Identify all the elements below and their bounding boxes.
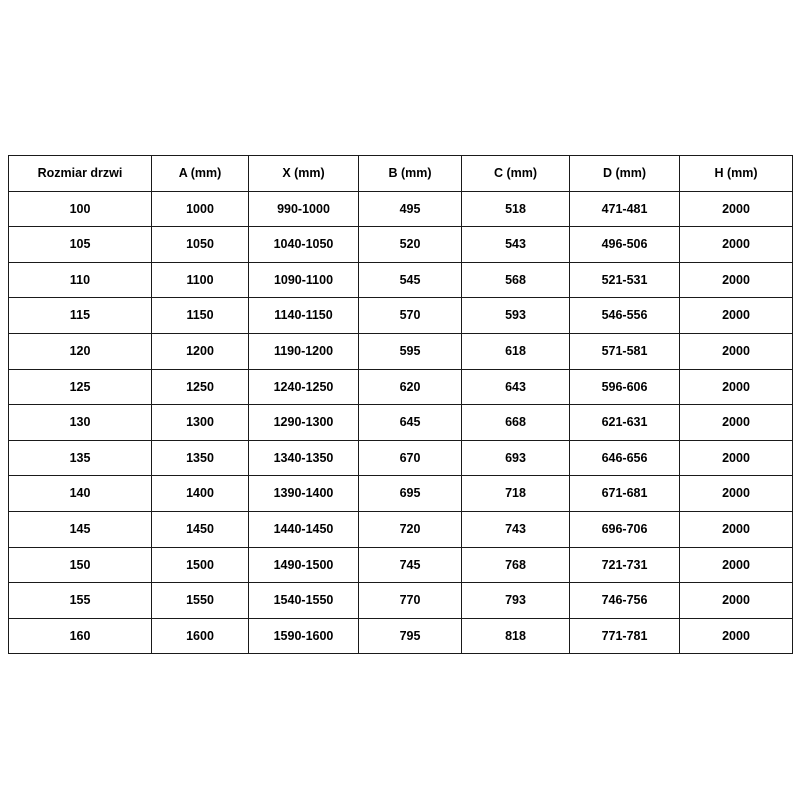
cell-c: 593 xyxy=(462,298,570,334)
cell-h: 2000 xyxy=(680,262,793,298)
cell-h: 2000 xyxy=(680,369,793,405)
cell-x: 1240-1250 xyxy=(249,369,359,405)
table-row xyxy=(9,333,793,369)
cell-door-size: 115 xyxy=(9,298,152,334)
column-header-door-size: Rozmiar drzwi xyxy=(9,156,152,192)
cell-door-size: 140 xyxy=(9,476,152,512)
cell-d: 771-781 xyxy=(570,618,680,654)
table-row xyxy=(9,583,793,619)
cell-h: 2000 xyxy=(680,191,793,227)
table-row xyxy=(9,262,793,298)
cell-a: 1350 xyxy=(152,440,249,476)
cell-d: 671-681 xyxy=(570,476,680,512)
cell-b: 695 xyxy=(359,476,462,512)
cell-a: 1200 xyxy=(152,333,249,369)
cell-c: 618 xyxy=(462,333,570,369)
cell-h: 2000 xyxy=(680,405,793,441)
table-row xyxy=(9,440,793,476)
cell-x: 990-1000 xyxy=(249,191,359,227)
cell-a: 1100 xyxy=(152,262,249,298)
cell-door-size: 160 xyxy=(9,618,152,654)
cell-x: 1440-1450 xyxy=(249,511,359,547)
cell-a: 1600 xyxy=(152,618,249,654)
cell-door-size: 120 xyxy=(9,333,152,369)
cell-door-size: 135 xyxy=(9,440,152,476)
cell-b: 670 xyxy=(359,440,462,476)
cell-a: 1050 xyxy=(152,227,249,263)
cell-x: 1040-1050 xyxy=(249,227,359,263)
cell-c: 818 xyxy=(462,618,570,654)
cell-a: 1300 xyxy=(152,405,249,441)
table-row xyxy=(9,227,793,263)
table-row xyxy=(9,298,793,334)
cell-c: 693 xyxy=(462,440,570,476)
column-header-h: H (mm) xyxy=(680,156,793,192)
specification-table-container xyxy=(8,155,792,654)
cell-x: 1340-1350 xyxy=(249,440,359,476)
cell-a: 1500 xyxy=(152,547,249,583)
cell-b: 770 xyxy=(359,583,462,619)
cell-h: 2000 xyxy=(680,547,793,583)
cell-d: 696-706 xyxy=(570,511,680,547)
cell-c: 668 xyxy=(462,405,570,441)
cell-b: 570 xyxy=(359,298,462,334)
table-row xyxy=(9,511,793,547)
cell-d: 471-481 xyxy=(570,191,680,227)
cell-door-size: 105 xyxy=(9,227,152,263)
specification-table xyxy=(8,155,793,654)
cell-x: 1540-1550 xyxy=(249,583,359,619)
table-row xyxy=(9,191,793,227)
cell-c: 793 xyxy=(462,583,570,619)
column-header-a: A (mm) xyxy=(152,156,249,192)
cell-h: 2000 xyxy=(680,583,793,619)
cell-a: 1250 xyxy=(152,369,249,405)
table-row xyxy=(9,547,793,583)
cell-c: 718 xyxy=(462,476,570,512)
cell-d: 596-606 xyxy=(570,369,680,405)
cell-d: 721-731 xyxy=(570,547,680,583)
cell-b: 645 xyxy=(359,405,462,441)
cell-d: 546-556 xyxy=(570,298,680,334)
cell-a: 1450 xyxy=(152,511,249,547)
cell-door-size: 100 xyxy=(9,191,152,227)
cell-a: 1150 xyxy=(152,298,249,334)
cell-door-size: 110 xyxy=(9,262,152,298)
cell-h: 2000 xyxy=(680,227,793,263)
cell-x: 1590-1600 xyxy=(249,618,359,654)
cell-c: 743 xyxy=(462,511,570,547)
cell-h: 2000 xyxy=(680,333,793,369)
cell-x: 1140-1150 xyxy=(249,298,359,334)
cell-d: 621-631 xyxy=(570,405,680,441)
cell-b: 545 xyxy=(359,262,462,298)
column-header-c: C (mm) xyxy=(462,156,570,192)
cell-x: 1090-1100 xyxy=(249,262,359,298)
cell-d: 571-581 xyxy=(570,333,680,369)
cell-d: 746-756 xyxy=(570,583,680,619)
cell-d: 646-656 xyxy=(570,440,680,476)
cell-b: 745 xyxy=(359,547,462,583)
cell-b: 720 xyxy=(359,511,462,547)
cell-b: 595 xyxy=(359,333,462,369)
cell-x: 1290-1300 xyxy=(249,405,359,441)
cell-c: 768 xyxy=(462,547,570,583)
column-header-d: D (mm) xyxy=(570,156,680,192)
cell-b: 795 xyxy=(359,618,462,654)
table-row xyxy=(9,618,793,654)
column-header-b: B (mm) xyxy=(359,156,462,192)
table-body xyxy=(9,191,793,654)
cell-c: 643 xyxy=(462,369,570,405)
cell-x: 1190-1200 xyxy=(249,333,359,369)
cell-d: 496-506 xyxy=(570,227,680,263)
cell-door-size: 150 xyxy=(9,547,152,583)
cell-h: 2000 xyxy=(680,618,793,654)
cell-h: 2000 xyxy=(680,476,793,512)
table-row xyxy=(9,476,793,512)
cell-a: 1000 xyxy=(152,191,249,227)
cell-h: 2000 xyxy=(680,511,793,547)
cell-h: 2000 xyxy=(680,298,793,334)
cell-x: 1490-1500 xyxy=(249,547,359,583)
cell-c: 518 xyxy=(462,191,570,227)
cell-x: 1390-1400 xyxy=(249,476,359,512)
cell-door-size: 145 xyxy=(9,511,152,547)
cell-b: 495 xyxy=(359,191,462,227)
cell-b: 520 xyxy=(359,227,462,263)
cell-door-size: 125 xyxy=(9,369,152,405)
column-header-x: X (mm) xyxy=(249,156,359,192)
cell-c: 568 xyxy=(462,262,570,298)
cell-b: 620 xyxy=(359,369,462,405)
table-header-row xyxy=(9,156,793,192)
table-row xyxy=(9,369,793,405)
cell-h: 2000 xyxy=(680,440,793,476)
cell-door-size: 130 xyxy=(9,405,152,441)
cell-door-size: 155 xyxy=(9,583,152,619)
cell-c: 543 xyxy=(462,227,570,263)
cell-a: 1400 xyxy=(152,476,249,512)
table-row xyxy=(9,405,793,441)
table-header xyxy=(9,156,793,192)
cell-d: 521-531 xyxy=(570,262,680,298)
cell-a: 1550 xyxy=(152,583,249,619)
